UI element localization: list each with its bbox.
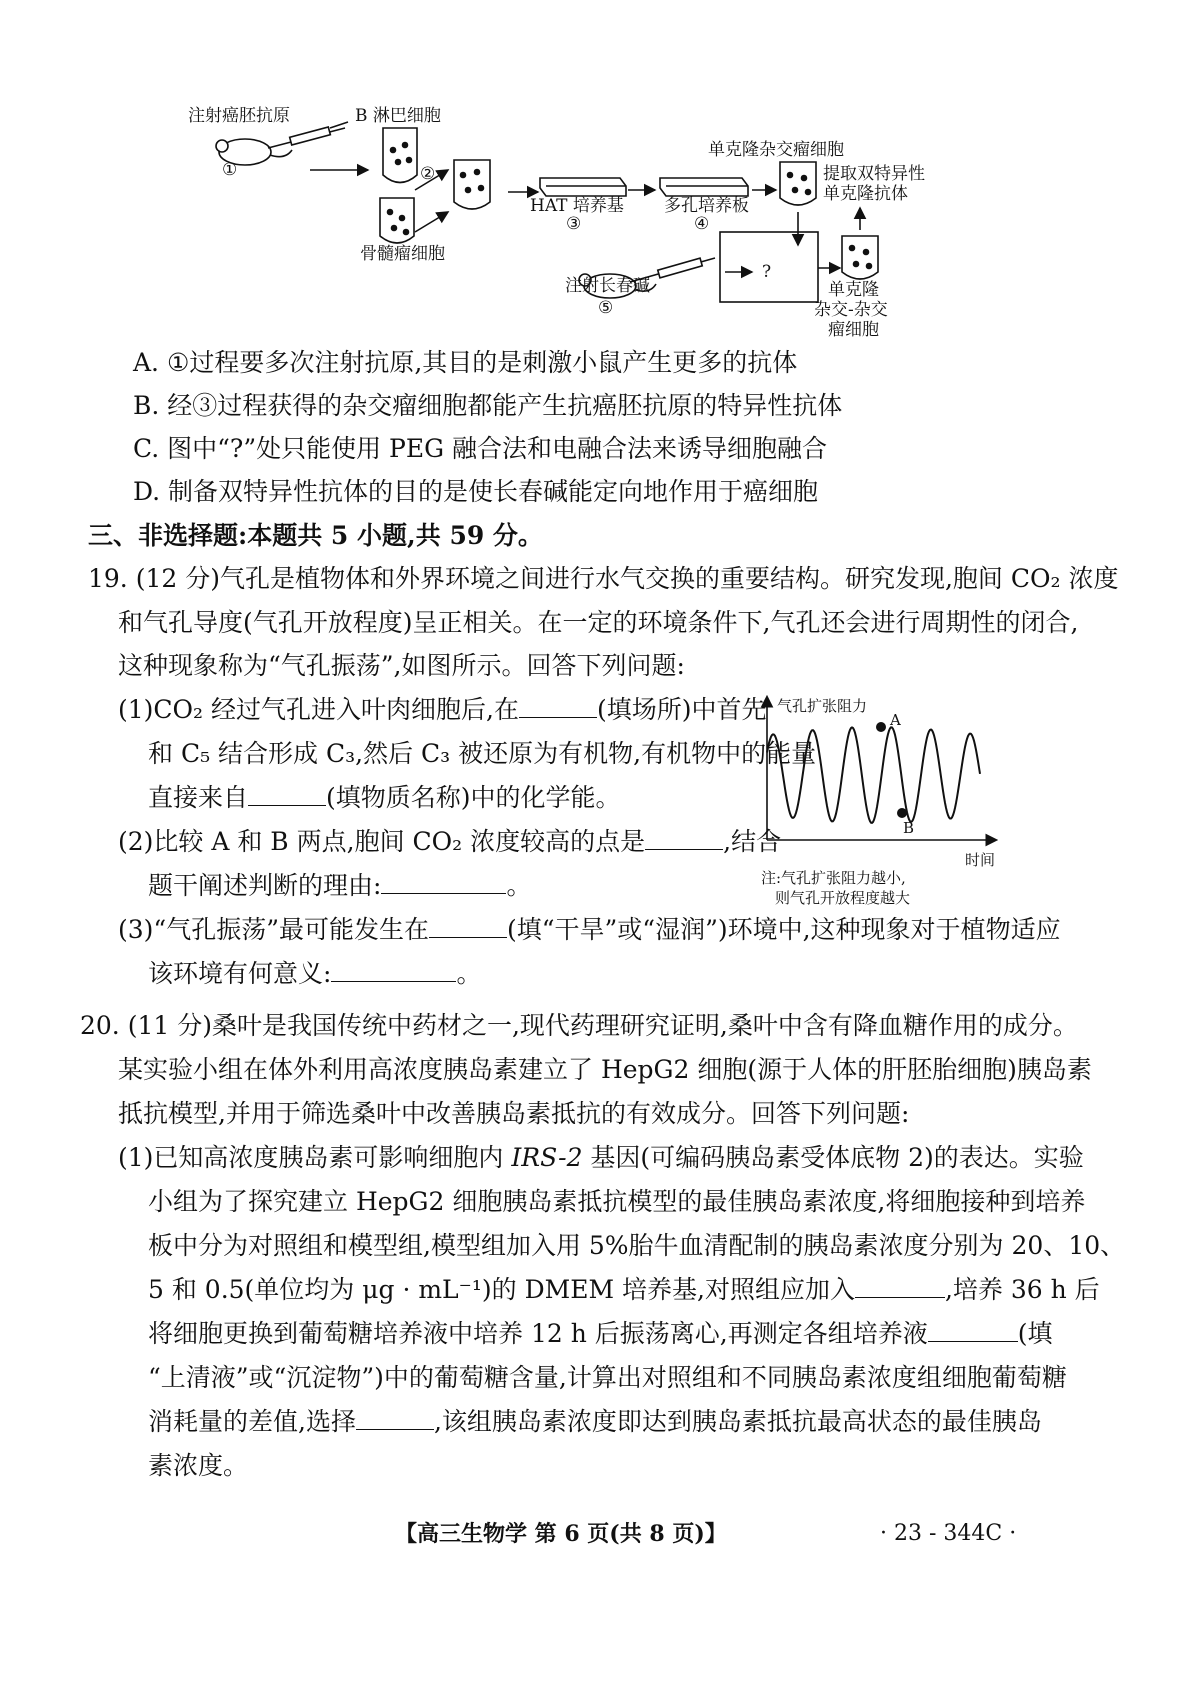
option-c: C. 图中“?”处只能使用 PEG 融合法和电融合法来诱导细胞融合	[133, 434, 828, 463]
q20-text: 5 和 0.5(单位均为 μg · mL⁻¹)的 DMEM 培养基,对照组应加入	[148, 1275, 855, 1304]
graph-note-1: 注:气孔扩张阻力越小,	[761, 869, 906, 887]
extract-label-1: 提取双特异性	[823, 164, 925, 184]
graph-note-2: 则气孔开放程度越大	[775, 889, 911, 907]
multiwell-label: 多孔培养板	[664, 196, 749, 216]
point-b-label: B	[903, 819, 915, 837]
answer-blank-8[interactable]	[928, 1341, 1018, 1342]
b-cell-label: B 淋巴细胞	[355, 106, 441, 126]
step2-label: ②	[420, 164, 436, 184]
q19-line-3: 这种现象称为“气孔振荡”,如图所示。回答下列问题:	[118, 651, 685, 680]
hybrid-hybrid-tube	[842, 236, 878, 279]
q20-text: 消耗量的差值,选择	[148, 1407, 356, 1436]
step5-label: ⑤	[598, 298, 614, 318]
q20-line-7	[148, 1274, 1100, 1306]
q20-text: 将细胞更换到葡萄糖培养液中培养 12 h 后振荡离心,再测定各组培养液	[148, 1319, 928, 1348]
q19-part2-line-1	[118, 826, 781, 858]
step3-label: ③	[566, 214, 582, 234]
point-a-marker	[876, 722, 886, 732]
q19-part3-text: (3)“气孔振荡”最可能发生在	[118, 915, 429, 944]
monoclonal-tube	[780, 162, 816, 205]
oscillation-curve	[767, 727, 980, 823]
q20-text: (填	[1017, 1319, 1053, 1348]
extract-label-2: 单克隆抗体	[823, 184, 908, 204]
footer-page: 【高三生物学 第 6 页(共 8 页)】	[395, 1521, 727, 1547]
q20-text: ,该组胰岛素浓度即达到胰岛素抵抗最高状态的最佳胰岛	[433, 1407, 1042, 1436]
hybrid-hybrid-label-3: 瘤细胞	[828, 320, 879, 340]
step1-label: ①	[222, 160, 238, 180]
q19-part2-line-2	[148, 870, 531, 902]
q19-part1-line-2: 和 C₅ 结合形成 C₃,然后 C₃ 被还原为有机物,有机物中的能量	[148, 739, 817, 768]
q19-part1-text: 直接来自	[148, 783, 249, 812]
q19-part1-line-3	[148, 782, 621, 814]
q20-line-6: 板中分为对照组和模型组,模型组加入用 5%胎牛血清配制的胰岛素浓度分别为 20、10、	[148, 1231, 1126, 1260]
q20-line-8	[148, 1318, 1052, 1350]
answer-blank-5[interactable]	[429, 937, 507, 938]
hybrid-hybrid-label-2: 杂交-杂交	[814, 300, 888, 320]
q19-part2-text: ,结合	[723, 827, 782, 856]
myeloma-tube	[380, 198, 414, 243]
point-a-label: A	[890, 711, 901, 729]
q19-line-2: 和气孔导度(气孔开放程度)呈正相关。在一定的环境条件下,气孔还会进行周期性的闭合,	[118, 608, 1079, 637]
answer-blank-1[interactable]	[519, 717, 597, 718]
q20-line-11: 素浓度。	[148, 1451, 249, 1480]
step4-label: ④	[694, 214, 710, 234]
q20-text: (1)已知高浓度胰岛素可影响细胞内	[118, 1143, 512, 1172]
q20-line-4	[118, 1142, 1084, 1174]
q19-part1-text: (1)CO₂ 经过气孔进入叶肉细胞后,在	[118, 695, 519, 724]
graph-xlabel: 时间	[965, 851, 996, 869]
q19-part1-text: (填场所)中首先	[596, 695, 767, 724]
gene-name: IRS-2	[511, 1143, 583, 1172]
option-b: B. 经③过程获得的杂交瘤细胞都能产生抗癌胚抗原的特异性抗体	[133, 391, 843, 420]
inject-vincristine-label: 注射长春碱	[565, 276, 650, 296]
myeloma-label: 骨髓瘤细胞	[360, 244, 445, 264]
q20-line-9: “上清液”或“沉淀物”)中的葡萄糖含量,计算出对照组和不同胰岛素浓度组细胞葡萄糖	[148, 1363, 1067, 1392]
q20-line-5: 小组为了探究建立 HepG2 细胞胰岛素抵抗模型的最佳胰岛素浓度,将细胞接种到培养	[148, 1187, 1086, 1216]
q19-part1-text: (填物质名称)中的化学能。	[326, 783, 621, 812]
q19-part3-text: (填“干旱”或“湿润”)环境中,这种现象对于植物适应	[506, 915, 1061, 944]
q19-part2-text: (2)比较 A 和 B 两点,胞间 CO₂ 浓度较高的点是	[118, 827, 646, 856]
b-cell-tube	[383, 128, 417, 183]
hat-label: HAT 培养基	[530, 196, 624, 216]
q20-text: 基因(可编码胰岛素受体底物 2)的表达。实验	[582, 1143, 1084, 1172]
section-heading: 三、非选择题:本题共 5 小题,共 59 分。	[88, 521, 543, 550]
graph-ylabel: 气孔扩张阻力	[777, 697, 868, 715]
q19-part1-line-1	[118, 694, 766, 726]
hat-plate	[540, 178, 626, 196]
q19-part3-text: 。	[456, 959, 482, 988]
q20-line-2: 某实验小组在体外利用高浓度胰岛素建立了 HepG2 细胞(源于人体的肝胚胎细胞)胰岛素	[118, 1055, 1092, 1084]
answer-blank-7[interactable]	[855, 1297, 945, 1298]
q20-text: ,培养 36 h 后	[944, 1275, 1100, 1304]
fusion-tube	[454, 160, 490, 209]
q19-part3-text: 该环境有何意义:	[148, 959, 332, 988]
monoclonal-hybridoma-label: 单克隆杂交瘤细胞	[708, 140, 844, 160]
answer-blank-9[interactable]	[356, 1429, 434, 1430]
monoclonal-antibody-diagram	[0, 0, 1200, 370]
q19-part2-text: 题干阐述判断的理由:	[148, 871, 382, 900]
answer-blank-2[interactable]	[248, 805, 326, 806]
q20-line-1: 20. (11 分)桑叶是我国传统中药材之一,现代药理研究证明,桑叶中含有降血糖作用的成分。	[80, 1011, 1078, 1040]
stomatal-oscillation-graph	[755, 690, 1015, 920]
point-b-marker	[897, 808, 907, 818]
q20-line-10	[148, 1406, 1042, 1438]
footer-code: · 23 - 344C ·	[880, 1521, 1017, 1546]
option-a: A. ①过程要多次注射抗原,其目的是刺激小鼠产生更多的抗体	[133, 348, 798, 377]
answer-blank-4[interactable]	[381, 893, 506, 894]
q19-line-1: 19. (12 分)气孔是植物体和外界环境之间进行水气交换的重要结构。研究发现,胞间 CO₂ 浓度	[88, 564, 1119, 593]
answer-blank-3[interactable]	[645, 849, 723, 850]
answer-blank-6[interactable]	[331, 981, 456, 982]
q19-part2-text: 。	[506, 871, 532, 900]
hybrid-hybrid-label-1: 单克隆	[828, 280, 879, 300]
option-d: D. 制备双特异性抗体的目的是使长春碱能定向地作用于癌细胞	[133, 477, 819, 506]
question-label: ?	[762, 262, 772, 282]
q19-part3-line-2	[148, 958, 481, 990]
inject-antigen-label: 注射癌胚抗原	[188, 106, 290, 126]
q20-line-3: 抵抗模型,并用于筛选桑叶中改善胰岛素抵抗的有效成分。回答下列问题:	[118, 1099, 910, 1128]
multiwell-plate	[660, 178, 748, 196]
